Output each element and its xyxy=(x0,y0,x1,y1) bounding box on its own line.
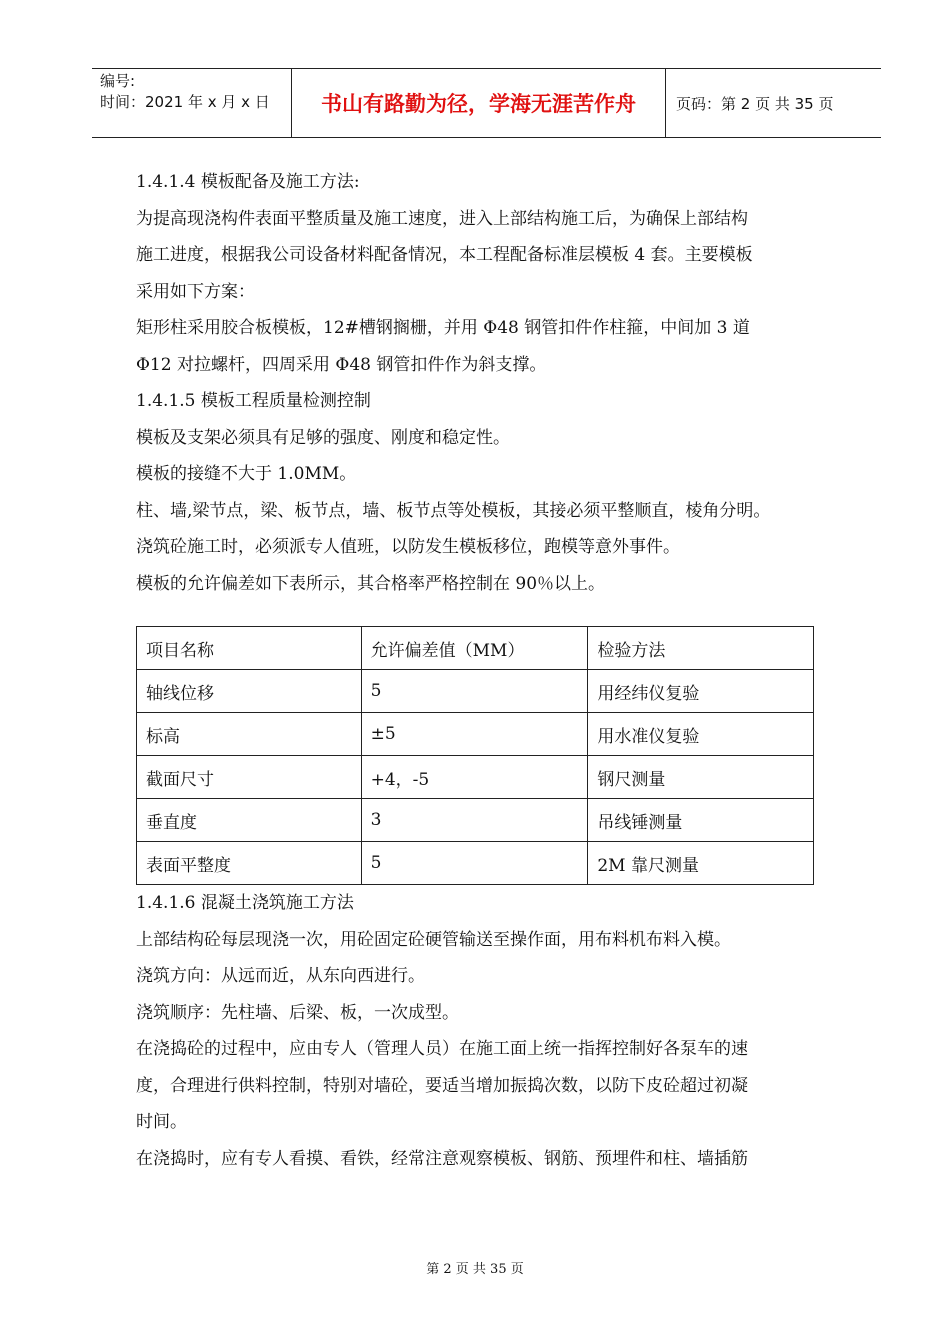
table-cell: 钢尺测量 xyxy=(588,756,814,799)
header-meta xyxy=(92,69,292,137)
time-label: 时间：2021 年 x 月 x 日 xyxy=(100,93,270,111)
table-row xyxy=(137,670,814,713)
table-header-row xyxy=(137,627,814,670)
table-cell: +4，-5 xyxy=(361,756,588,799)
table-cell: 用经纬仪复验 xyxy=(588,670,814,713)
page-footer: 第 2 页 共 35 页 xyxy=(426,1262,524,1277)
paragraph: 度，合理进行供料控制，特别对墙砼，要适当增加振捣次数，以防下皮砼超过初凝 xyxy=(136,1075,748,1096)
table-row xyxy=(137,842,814,885)
table-cell: 轴线位移 xyxy=(137,670,362,713)
code-label: 编号: xyxy=(100,72,136,90)
paragraph: 在浇捣砼的过程中，应由专人（管理人员）在施工面上统一指挥控制好各泵车的速 xyxy=(136,1039,748,1059)
header-page-info: 页码：第 2 页 共 35 页 xyxy=(676,94,834,113)
table-cell: 5 xyxy=(361,670,588,713)
paragraph: 采用如下方案： xyxy=(136,281,255,302)
table-cell: 垂直度 xyxy=(137,799,362,842)
paragraph: 1.4.1.4 模板配备及施工方法: xyxy=(136,172,360,192)
table-cell: 3 xyxy=(361,799,588,842)
paragraph: 1.4.1.6 混凝土浇筑施工方法 xyxy=(136,893,354,913)
paragraph: 为提高现浇构件表面平整质量及施工速度，进入上部结构施工后，为确保上部结构 xyxy=(136,208,748,229)
paragraph: 模板的允许偏差如下表所示，其合格率严格控制在 90％以上。 xyxy=(136,573,606,594)
page-header xyxy=(92,68,881,138)
paragraph: 浇筑顺序：先柱墙、后梁、板，一次成型。 xyxy=(136,1002,459,1023)
paragraph: 柱、墙,梁节点，梁、板节点，墙、板节点等处模板，其接必须平整顺直，棱角分明。 xyxy=(136,500,771,521)
document-body xyxy=(136,164,856,1177)
paragraph: 时间。 xyxy=(136,1112,187,1132)
table-cell: 表面平整度 xyxy=(137,842,362,885)
table-cell: 截面尺寸 xyxy=(137,756,362,799)
paragraph: Φ12 对拉螺杆，四周采用 Φ48 钢管扣件作为斜支撑。 xyxy=(136,354,547,375)
paragraph: 1.4.1.5 模板工程质量检测控制 xyxy=(136,391,371,411)
table-row xyxy=(137,756,814,799)
table-row xyxy=(137,799,814,842)
table-header-cell: 检验方法 xyxy=(588,627,814,670)
paragraph: 矩形柱采用胶合板模板，12#槽钢搁栅，并用 Φ48 钢管扣件作柱箍，中间加 3 道 xyxy=(136,318,750,338)
table-cell: 2M 靠尺测量 xyxy=(588,842,814,885)
table-cell: 标高 xyxy=(137,713,362,756)
table-cell: 吊线锤测量 xyxy=(588,799,814,842)
table-header-cell: 项目名称 xyxy=(137,627,362,670)
table-header-cell: 允许偏差值（MM） xyxy=(361,627,588,670)
table-cell: 5 xyxy=(361,842,588,885)
paragraph: 上部结构砼每层现浇一次，用砼固定砼硬管输送至操作面，用布料机布料入模。 xyxy=(136,929,731,950)
paragraph: 模板的接缝不大于 1.0MM。 xyxy=(136,464,357,484)
paragraph: 浇筑砼施工时，必须派专人值班，以防发生模板移位，跑模等意外事件。 xyxy=(136,537,680,557)
table-cell: ±5 xyxy=(361,713,588,756)
table-row xyxy=(137,713,814,756)
header-motto: 书山有路勤为径，学海无涯苦作舟 xyxy=(292,69,666,137)
paragraph: 浇筑方向：从远而近，从东向西进行。 xyxy=(136,966,425,986)
table-cell: 用水准仪复验 xyxy=(588,713,814,756)
paragraph: 在浇捣时，应有专人看摸、看铁，经常注意观察模板、钢筋、预埋件和柱、墙插筋 xyxy=(136,1148,748,1169)
paragraph: 模板及支架必须具有足够的强度、刚度和稳定性。 xyxy=(136,427,510,448)
paragraph: 施工进度，根据我公司设备材料配备情况，本工程配备标准层模板 4 套。主要模板 xyxy=(136,245,753,265)
tolerance-table xyxy=(136,626,814,885)
